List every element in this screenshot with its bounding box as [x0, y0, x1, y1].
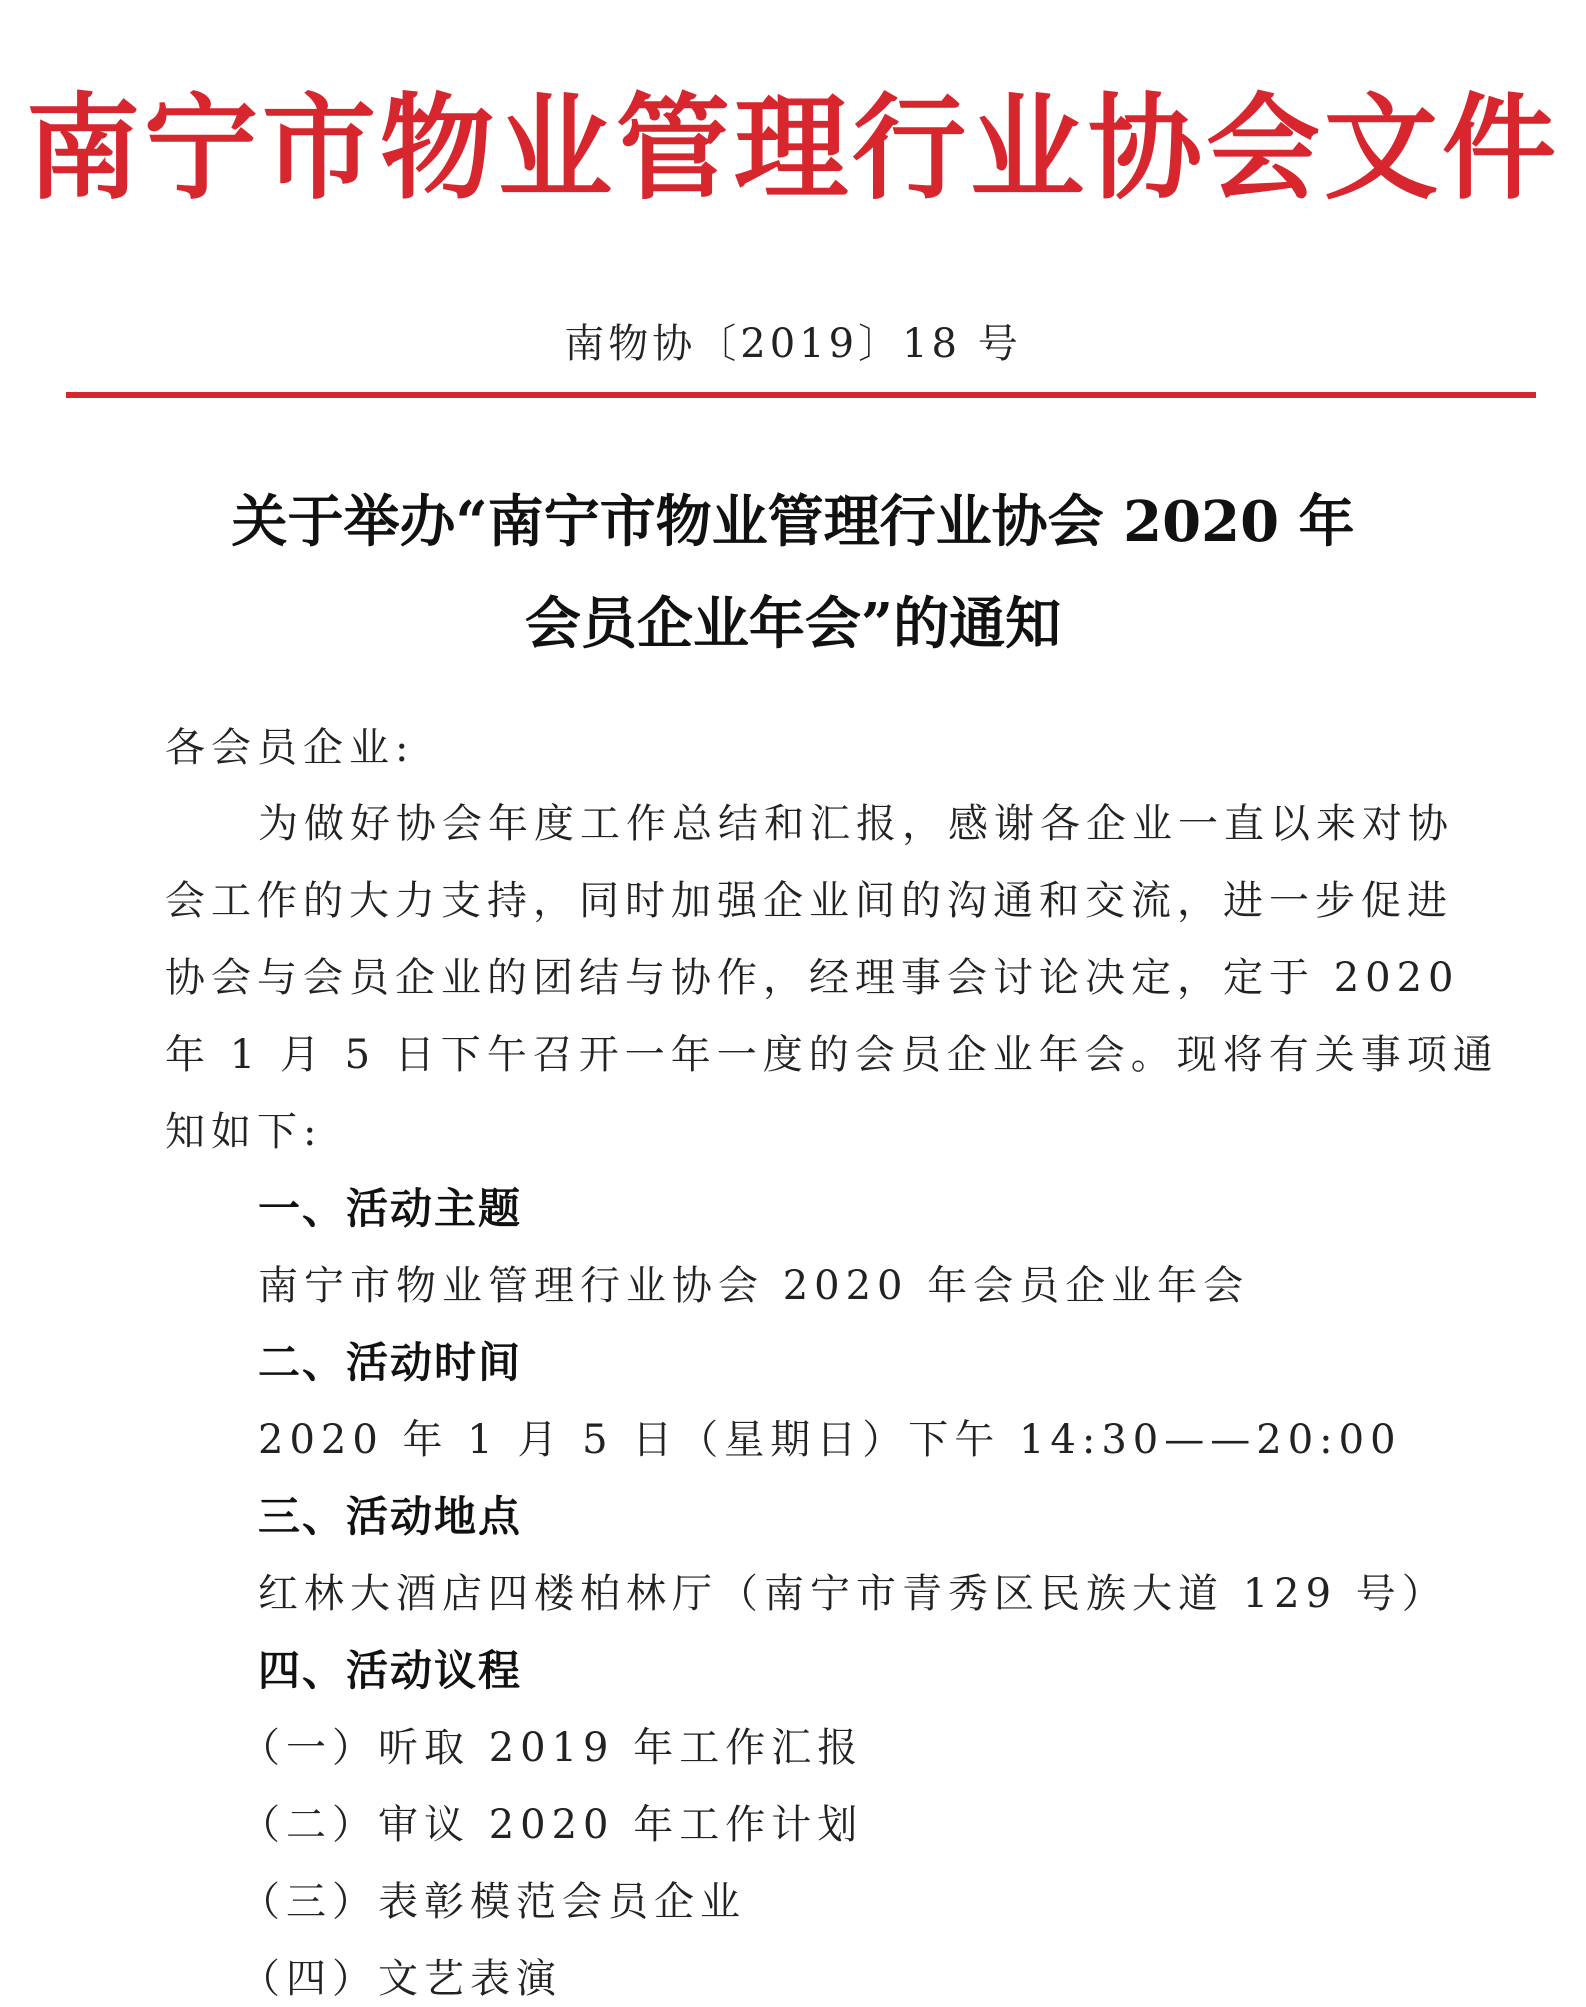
- agenda-item: （二）审议 2020 年工作计划: [240, 1802, 864, 1848]
- notice-title-line-1: 关于举办“南宁市物业管理行业协会 2020 年: [231, 489, 1355, 555]
- intro-line-1: 为做好协会年度工作总结和汇报，感谢各企业一直以来对协: [258, 801, 1454, 847]
- agenda-item: （一）听取 2019 年工作汇报: [240, 1725, 864, 1771]
- notice-title-line-2: 会员企业年会”的通知: [524, 591, 1062, 657]
- section-agenda-heading: 四、活动议程: [258, 1646, 523, 1695]
- section-location-heading: 三、活动地点: [258, 1492, 523, 1541]
- intro-line-3: 协会与会员企业的团结与协作，经理事会讨论决定，定于 2020: [165, 955, 1460, 1001]
- agenda-item: （四）文艺表演: [240, 1956, 562, 2002]
- red-divider-line: [66, 392, 1536, 398]
- intro-line-4: 年 1 月 5 日下午召开一年一度的会员企业年会。现将有关事项通: [165, 1032, 1499, 1078]
- intro-line-2: 会工作的大力支持，同时加强企业间的沟通和交流，进一步促进: [165, 878, 1453, 924]
- section-theme-content: 南宁市物业管理行业协会 2020 年会员企业年会: [258, 1263, 1250, 1309]
- masthead-title: 南宁市物业管理行业协会文件: [25, 81, 1560, 215]
- salutation: 各会员企业:: [165, 725, 415, 771]
- section-time-heading: 二、活动时间: [258, 1338, 523, 1387]
- document-number: 南物协〔2019〕18 号: [564, 321, 1022, 367]
- section-location-content: 红林大酒店四楼柏林厅（南宁市青秀区民族大道 129 号）: [258, 1571, 1448, 1617]
- intro-line-5: 知如下:: [165, 1109, 323, 1155]
- section-time-content: 2020 年 1 月 5 日（星期日）下午 14:30——20:00: [258, 1417, 1402, 1463]
- section-theme-heading: 一、活动主题: [258, 1184, 523, 1233]
- agenda-item: （三）表彰模范会员企业: [240, 1879, 746, 1925]
